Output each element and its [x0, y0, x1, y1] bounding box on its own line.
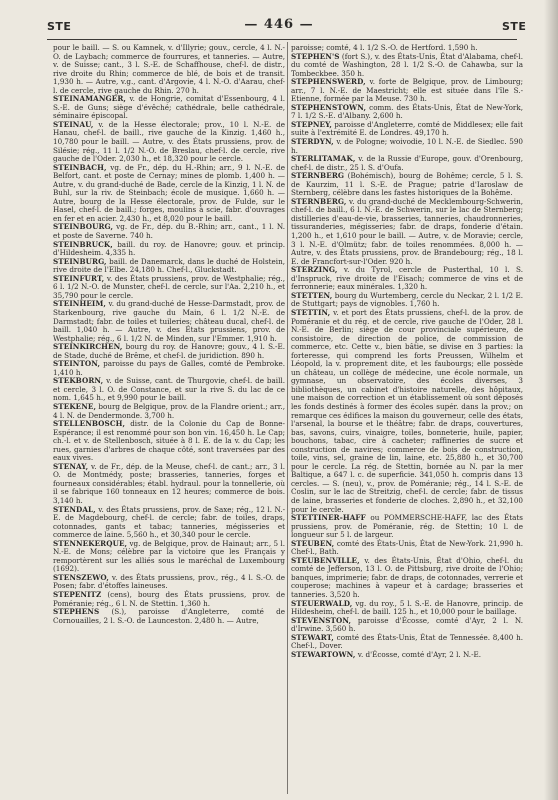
entry-headword: STEPHENS [53, 607, 100, 617]
entry-text: vg. de Belgique, prov. de Hainaut; arr., 5 l. N.-E. de Mons; célèbre par la victoire que les Français y remportèrent sur les alliés sous le maréchal de Luxembourg (1692). [53, 538, 285, 574]
entry-text: v. de Suisse, cant. de Thurgovie, chef-l. de baill. et cercle, 3 l. O. de Constance, et sur la rive S. du lac de ce nom. 1,645 h., et 9,990 pour le baill. [53, 376, 285, 403]
gazetteer-entry [53, 300, 285, 343]
entry-text: v. d'Écosse, comté d'Ayr, 2 l. N.-E. [357, 649, 482, 659]
entry-text: paroisse d'Angleterre, comté de Middlesex; elle fait suite à l'extrémité E. de Londres. 49,170 h. [291, 119, 523, 138]
entry-headword: STEINBOURG, [53, 222, 114, 232]
entry-text: v. des États-Unis, État d'Ohio, chef-l. du comté de Jefferson, 13 l. O. de Pittsburg, rive droite de l'Ohio; banques, imprimerie; fabr. de draps, de cotonnades, verrerie et couperose; machines à vapeur et à cardage; brasseries et tanneries. 3,520 h. [291, 555, 523, 599]
gazetteer-entry [291, 198, 523, 266]
entry-headword: STEUERWALD, [291, 598, 353, 608]
gazetteer-entry [53, 275, 285, 301]
gazetteer-entry [53, 95, 285, 121]
entry-headword: STERNBERG, [291, 196, 347, 206]
gazetteer-entry [53, 463, 285, 506]
entry-text: baill. de Danemarck, dans le duché de Holstein, rive droite de l'Elbe. 24,180 h. Chef-l., Gluckstadt. [53, 256, 285, 275]
gazetteer-entry [53, 343, 285, 360]
entry-headword: STEPHENSWERD, [291, 77, 366, 87]
entry-text: bourg de Belgique, prov. de la Flandre orient.; arr., 4 l. N. de Dendermonde. 3,700 h. [53, 401, 285, 420]
gazetteer-entry [291, 138, 523, 155]
entry-text: v. du grand-duché de Hesse-Darmstadt, prov. de Starkenbourg, rive gauche du Main, 6 l. 1/2 N.-E. de Darmstadt; fabr. de toiles et tuileries; château ducal, chef-l. de baill. 1,040 h. — Autre, v. des États prussiens, prov. de Westphalie; rég., 6 l. 1/2 N. de Minden, sur l'Emmer. 1,910 h. [53, 299, 285, 343]
page-edge-shadow [544, 0, 558, 800]
entry-text: distr. de la Colonie du Cap de Bonne-Espérance; il est renommé pour son bon vin. 16,450 h. Le Cap; ch.-l. et v. de Stellenbosch, située à 8 l. E. de la v. du Cap; les rues, garnies d'arbres de chaque côté, sont traversées par des eaux vives. [53, 419, 285, 463]
entry-text: vg. du roy., 5 l. S.-E. de Hanovre, princip. de Hildesheim, chef-l. de baill. 125 h., et 10,000 pour le baillage. [291, 598, 523, 617]
entry-headword: STEINFURT, [53, 273, 105, 283]
entry-text: (cens), bourg des États prussiens, prov. de Poméranie; rég., 6 l. N. de Stettin. 1,360 h. [53, 590, 285, 608]
entry-headword: STEUBEN, [291, 538, 335, 548]
entry-headword: STELLENBOSCH, [53, 419, 126, 429]
gazetteer-entry [53, 44, 285, 95]
entry-headword: STENSZEWO, [53, 572, 109, 582]
entry-text: v. des États prussiens, prov. de Westphalie; rég., 6 l. 1/2 N.-O. de Munster, chef-l. de cercle, sur l'Aa. 2,210 h., et 35,790 pour le cercle. [53, 273, 285, 300]
gazetteer-entry [291, 266, 523, 292]
gazetteer-entry [53, 574, 285, 591]
entry-headword: STERLITAMAK, [291, 154, 356, 164]
entry-text: v. et port des États prussiens, chef-l. de la prov. de Poméranie et du rég. et de cercle, rive gauche de l'Oder, 28 l. N.-E. de Berlin; siège de cour provinciale supérieure, de consistoire, de direction de police, de commission de commerce, etc. Cette v., bien bâtie, se divise en 3 parties: la forteresse, qui comprend les forts Preussen, Wilhelm et Léopold, la v. proprement dite, et les faubourgs; elle possède un château, un collège de médecine, une école normale, un gymnase, un observatoire, des écoles diverses, 3 bibliothèques, un cabinet d'histoire naturelle, des hôpitaux, une maison de correction et un établissement où sont déposés les fonds destinés à former des écoles supér. dans la prov.; on remarque ces édifices la maison du gouverneur, celle des états, l'arsenal, la bourse et le théâtre; fabr. de draps, couvertures, bas, savons, cuirs, vinaigre, toiles, bonneterie, huile, papier, bouchons, tabac, cire à cacheter; raffineries de sucre et construction de navires; commerce de bois de construction, toile, vins, sel, graine de lin, laine, etc. 25,880 h., et 30,700 pour le cercle. La rég. de Stettin, bornée au N. par la mer Baltique, a 647 l. c. de superficie. 341,050 h. compris dans 13 cercles. — S. (neu), v., prov. de Poméranie; rég., 14 l. S.-E. de Coslin, sur le lac de Streitzig, chef-l. de cercle; fabr. de tissus de laine, brasseries et fonderie de cloches. 2,890 h., et 32,100 pour le cercle. [291, 307, 523, 514]
entry-text: vg. de Fr., dép. du H.-Rhin; arr., 9 l. N.-E. de Belfort, cant. et poste de Cernay; mines de plomb. 1,400 h. — Autre, v. du grand-duché de Bade, cercle de la Kinzig, 1 l. N. de Buhl, sur la riv. de Steinbach; école de musique. 1,660 h. — Autre, bourg de la Hesse électorale, prov. de Fulde, sur le Hasel, chef-l. de baill.; forges, moulins à scie, fabr. d'ouvrages en fer et en acier. 2,430 h., et 8,020 pour le baill. [53, 162, 285, 223]
entry-text: v. du grand-duché de Mecklembourg-Schwerin, chef-l. de baill., 6 l. N.-E. de Schwerin, sur le lac de Sternberg; distilleries d'eau-de-vie, brasseries, tanneries, chaudronneries, tissuranderies, mégisseries; fabr. de draps, fonderie d'étain. 1,200 h., et 1,610 pour le baill. — Autre, v. de Moravie; cercle, 3 l. N.-E. d'Olmütz; fabr. de toiles renommées. 8,000 h. — Autre, v. des États prussiens, prov. de Brandebourg; rég., 18 l. E. de Francfort-sur-l'Oder. 920 h. [291, 196, 523, 266]
gazetteer-entry [53, 223, 285, 240]
entry-text: (fort S.), v. des États-Unis, État d'Alabama, chef-l. du comté de Washington, 28 l. 1/2 S.-O. de Cahawba, sur la Tombeckbee. 350 h. [291, 51, 523, 78]
gazetteer-entry [53, 608, 285, 625]
entry-headword: STEINBURG, [53, 256, 107, 266]
entry-headword: STENDAL, [53, 504, 96, 514]
entry-text: comm. des États-Unis, État de New-York, 7 l. 1/2 S.-E. d'Albany. 2,600 h. [291, 102, 523, 121]
gazetteer-entry [291, 309, 523, 514]
entry-text: v. forte de Belgique, prov. de Limbourg; arr., 7 l. N.-E. de Maestricht; elle est située dans l'île S.-Etienne, formée par la Meuse. 730 h. [291, 77, 523, 104]
page-header [0, 0, 558, 40]
entry-headword: STEINBACH, [53, 162, 107, 172]
entry-text: bourg du roy. de Hanovre; gouv., 4 l. S.-E. de Stade, duché de Brême, et chef-l. de juridiction. 890 h. [53, 342, 285, 360]
gazetteer-entry [53, 403, 285, 420]
entry-text: vg. de Fr., dép. du B.-Rhin; arr., cant., 1 l. N. et poste de Saverne. 740 h. [53, 222, 285, 241]
entry-headword: STEPNEY, [291, 119, 332, 129]
entry-headword: STETTINER-HAFF [291, 513, 366, 523]
left-column [53, 44, 285, 794]
gazetteer-entry [53, 420, 285, 463]
entry-headword: STEINAU, [53, 119, 94, 129]
page-number: — 446 — [244, 17, 314, 32]
gazetteer-entry [53, 258, 285, 275]
entry-headword: STENNEKERQUE, [53, 538, 128, 548]
entry-headword: STERNBERG [291, 171, 345, 181]
gazetteer-entry [291, 104, 523, 121]
gazetteer-entry [291, 557, 523, 600]
entry-headword: STEPHEN'S [291, 51, 340, 61]
entry-headword: STETTEN, [291, 290, 333, 300]
entry-text: v. de Fr., dép. de la Meuse, chef-l. de cant.; arr., 3 l. O. de Montmédy, poste; brasseries, tanneries, forges et fourneaux considérables; établ. hydraul. pour la tonnellerie, où il se fabrique 160 tonneaux en 12 heures; commerce de bois. 3,140 h. [53, 461, 285, 505]
entry-headword: STEPHENSTOWN, [291, 102, 367, 112]
entry-headword: STETTIN, [291, 307, 331, 317]
entry-text: v. de Hongrie, comitat d'Essenbourg, 4 l. S.-E. de Guns; siège d'évêché; cathédrale, belle cathédrale, séminaire épiscopal. [53, 94, 285, 121]
gazetteer-entry [291, 53, 523, 79]
entry-text: v. de la Hesse électorale; prov., 10 l. N.-E. de Hanau, chef-l. de baill., rive gauche de la Kinzig. 1,460 h., 10,780 pour le baill. — Autre, v. des États prussiens, prov. de Silésie; rég., 11 l. 1/2 N.-O. de Breslau, chef-l. de cercle, rive gauche de l'Oder. 2,030 h., et 18,320 pour le cercle. [53, 119, 285, 164]
entry-headword: STEKBORN, [53, 376, 104, 386]
gazetteer-entry [291, 651, 523, 660]
entry-headword: STEINTON, [53, 359, 101, 369]
entry-headword: STEWART, [291, 632, 334, 642]
entry-headword: STEKENE, [53, 401, 97, 411]
gazetteer-entry [53, 506, 285, 540]
gazetteer-entry [53, 164, 285, 224]
gazetteer-entry [291, 634, 523, 651]
entry-text: ou POMMERSCHE-HAFF, lac des États prussiens, prov. de Poméranie, rég. de Stettin; 10 l. de longueur sur 5 l. de largeur. [291, 513, 523, 540]
gazetteer-entry [53, 540, 285, 574]
entry-text: v. du Tyrol, cercle de Pusterthal, 10 l. S. d'Inspruck, rive droite de l'Eisach; commerce de vins et de ferronnerie; eaux minérales. 1,320 h. [291, 265, 523, 292]
header-rule [47, 39, 517, 40]
entry-headword: STEINBRUCK, [53, 239, 113, 249]
running-head-right: STE [502, 20, 527, 33]
gazetteer-entry [291, 514, 523, 540]
entry-text: comté des États-Unis, État de New-York. 21,990 h. Chef-l., Bath. [291, 538, 523, 557]
column-divider [287, 42, 288, 794]
entry-text: comté des États-Unis, État de Tennessée. 8,400 h. Chef-l., Dover. [291, 632, 523, 651]
entry-text: v. de Pologne; woivodie, 10 l. N.-E. de Siedlec. 590 h. [291, 137, 523, 155]
entry-text: baill. du roy. de Hanovre; gouv. et princip. d'Hildesheim. 4,335 h. [53, 239, 285, 258]
entry-text: bourg du Wurtemberg, cercle du Neckar, 2 l. 1/2 E. de Stuttgart; pays de vignobles. 1,760 h. [291, 290, 523, 309]
entry-text: pour le baill. — S. ou Kamnek, v. d'Illyrie; gouv., cercle, 4 l. N.-O. de Laybach; commerce de fourrures, et tanneries. — Autre, v. de Suisse; cant., 3 l. S.-E. de Schaffhouse, chef-l. de distr., rive droite du Rhin; commerce de blé, de bois et de transit. 1,930 h. — Autre, v.g., cant. d'Argovie, 4 l. N.-O. d'Aarau, chef-l. de cercle, rive gauche du Rhin. 270 h. [53, 44, 285, 95]
entry-text: v. des États prussiens, prov., rég., 4 l. S.-O. de Posen; fabr. d'étoffes laineuses. [53, 572, 285, 591]
running-head-left: STE [47, 20, 72, 33]
gazetteer-entry [53, 591, 285, 608]
entry-headword: STEUBENVILLE, [291, 555, 360, 565]
right-column [291, 44, 523, 794]
entry-text: (Bohémisch), bourg de Bohême; cercle, 5 l. S. de Kaurzim, 11 l. S.-E. de Prague; patrie d'Iaroslaw de Sternberg, célèbre dans les fastes historiques de la Bohême. [291, 171, 523, 198]
gazetteer-entry [291, 78, 523, 104]
gazetteer-entry [291, 292, 523, 309]
gazetteer-entry [291, 617, 523, 634]
entry-text: (S.), paroisse d'Angleterre, comté de Cornouailles, 2 l. S.-O. de Launceston. 2,480 h. — Autre, [53, 607, 285, 625]
entry-text: paroisse du pays de Galles, comté de Pembroke. 1,410 h. [53, 359, 285, 377]
entry-headword: STEINHEIM, [53, 299, 107, 309]
gazetteer-entry [53, 360, 285, 377]
entry-headword: STERZING, [291, 265, 338, 275]
entry-text: v. de la Russie d'Europe, gouv. d'Orenbourg, chef-l. de distr., 25 l. S. d'Oufa. [291, 154, 523, 172]
gazetteer-entry [53, 121, 285, 164]
gazetteer-entry [291, 155, 523, 172]
entry-headword: STENAY, [53, 461, 89, 471]
entry-headword: STEINKIRCHEN, [53, 342, 123, 352]
gazetteer-entry [53, 377, 285, 403]
gazetteer-entry [291, 600, 523, 617]
entry-headword: STEINAMANGER, [53, 94, 127, 104]
entry-text: paroisse d'Écosse, comté d'Ayr, 2 l. N. d'Irwine. 3,560 h. [291, 615, 523, 634]
entry-headword: STEVENSTON, [291, 615, 352, 625]
entry-headword: STEPENITZ [53, 590, 102, 599]
entry-headword: STERDYN, [291, 137, 334, 147]
gazetteer-entry [291, 121, 523, 138]
gazetteer-entry [291, 172, 523, 198]
entry-headword: STEWARTOWN, [291, 649, 356, 659]
gazetteer-entry [291, 540, 523, 557]
entry-text: paroisse; comté, 4 l. 1/2 S.-O. de Hertford. 1,590 h. [291, 44, 478, 52]
entry-text: v. des États prussiens, prov. de Saxe; rég., 12 l. N.-E. de Magdebourg, chef-l. de cercle; fabr. de toiles, draps, cotonnades, gants et tabac; tanneries, mégisseries et commerce de laine. 5,560 h., et 30,340 pour le cercle. [53, 504, 285, 540]
gazetteer-entry [53, 241, 285, 258]
